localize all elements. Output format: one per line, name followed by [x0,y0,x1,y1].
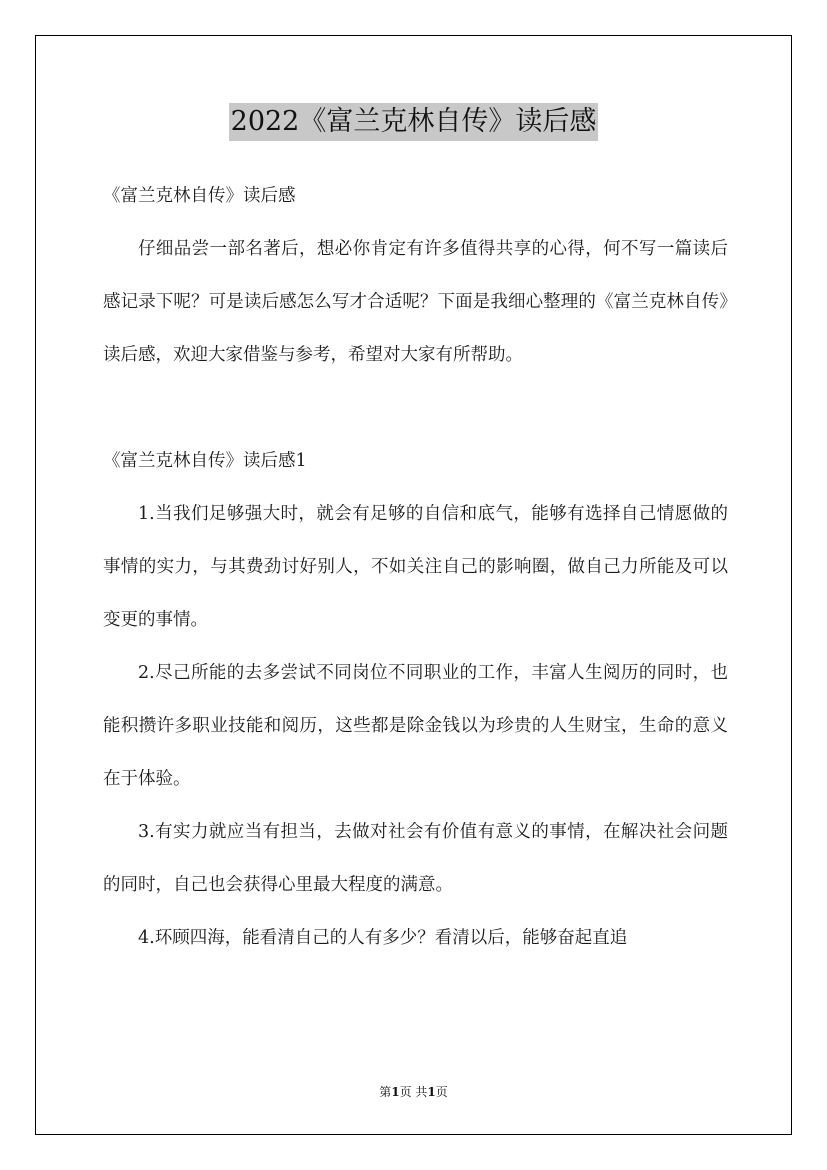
page-suffix: 页 [435,1085,448,1099]
intro-paragraph: 仔细品尝一部名著后，想必你肯定有许多值得共享的心得，何不写一篇读后感记录下呢？可是读后感怎么写才合适呢？下面是我细心整理的《富兰克林自传》读后感，欢迎大家借鉴与参考，希望对大家有所帮助。 [103,239,728,365]
section-heading: 《富兰克林自传》读后感1 [103,451,307,471]
document-body [103,170,728,965]
body-paragraph-2: 2.尽己所能的去多尝试不同岗位不同职业的工作，丰富人生阅历的同时，也能积攒许多职业技能和阅历，这些都是除金钱以为珍贵的人生财宝，生命的意义在于体验。 [103,663,728,789]
body-paragraph-3: 3.有实力就应当有担当，去做对社会有价值有意义的事情，在解决社会问题的同时，自己也会获得心里最大程度的满意。 [103,822,728,895]
page-total: 1 [427,1085,436,1099]
page-mid: 页 共 [399,1085,428,1099]
page-footer [0,1083,827,1101]
body-paragraph-4: 4.环顾四海，能看清自己的人有多少？看清以后，能够奋起直追 [138,928,628,948]
body-paragraph-1: 1.当我们足够强大时，就会有足够的自信和底气，能够有选择自己情愿做的事情的实力，与其费劲讨好别人，不如关注自己的影响圈，做自己力所能及可以变更的事情。 [103,504,728,630]
subtitle: 《富兰克林自传》读后感 [103,186,296,206]
title-container [0,103,827,141]
page-prefix: 第 [379,1085,392,1099]
document-title: 2022《富兰克林自传》读后感 [229,103,599,141]
page-current: 1 [391,1085,400,1099]
spacer [103,382,728,435]
